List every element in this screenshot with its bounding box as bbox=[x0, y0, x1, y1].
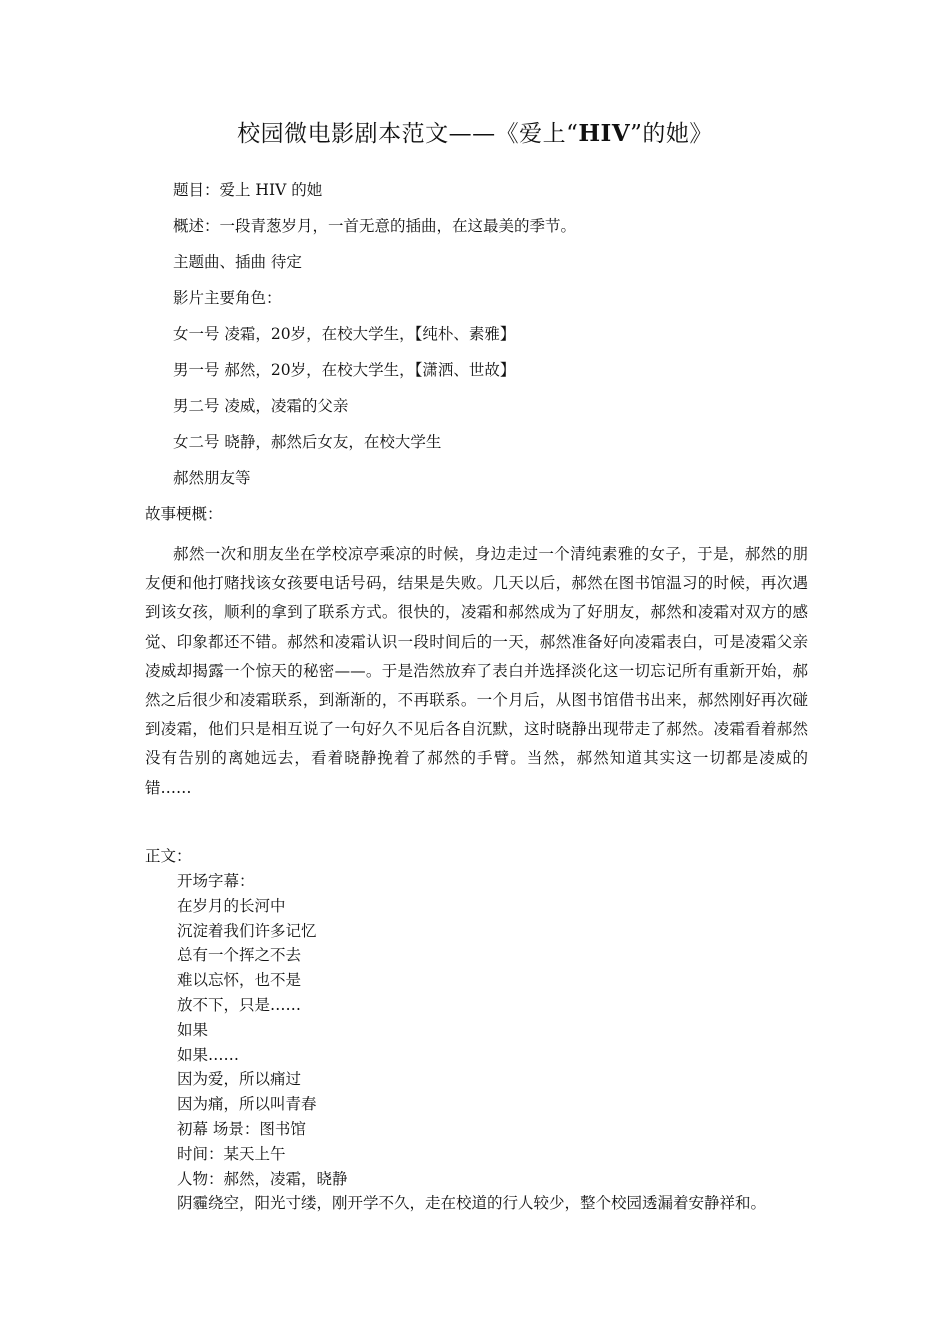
body-line: 在岁月的长河中 bbox=[177, 896, 286, 915]
role-item: 郝然朋友等 bbox=[173, 469, 251, 487]
body-line: 因为痛，所以叫青春 bbox=[177, 1095, 317, 1114]
role-item: 男二号 凌威，凌霜的父亲 bbox=[173, 397, 349, 415]
body-heading: 正文： bbox=[145, 847, 192, 865]
title-suffix: ”的她》 bbox=[630, 121, 713, 147]
body-lines bbox=[177, 869, 766, 1216]
body-line: 开场字幕： bbox=[177, 872, 255, 890]
body-line: 阴霾绕空，阳光寸缕，刚开学不久，走在校道的行人较少，整个校园透漏着安静祥和。 bbox=[177, 1194, 767, 1213]
body-line: 如果 bbox=[177, 1020, 209, 1039]
overview-line: 概述：一段青葱岁月，一首无意的插曲，在这最美的季节。 bbox=[173, 217, 577, 235]
role-item: 女一号 凌霜，20岁，在校大学生，【纯朴、素雅】 bbox=[173, 325, 516, 343]
role-item: 女二号 晓静，郝然后女友，在校大学生 bbox=[173, 433, 442, 451]
body-line: 初幕 场景：图书馆 bbox=[177, 1119, 306, 1138]
story-paragraph: 郝然一次和朋友坐在学校凉亭乘凉的时候，身边走过一个清纯素雅的女子，于是，郝然的朋友便和他打赌找该女孩要电话号码，结果是失败。几天以后，郝然在图书馆温习的时候，再次遇到该女孩，顺利的拿到了联系方式。很快的，凌霜和郝然成为了好朋友，郝然和凌霜对双方的感觉、印象都还不错。郝然和凌霜认识一段时间后的一天，郝然准备好向凌霜表白，可是凌霜父亲凌威却揭露一个惊天的秘密——。于是浩然放弃了表白并选择淡化这一切忘记所有重新开始，郝然之后很少和凌霜联系，到渐渐的，不再联系。一个月后，从图书馆借书出来，郝然刚好再次碰到凌霜，他们只是相互说了一句好久不见后各自沉默，这时晓静出现带走了郝然。凌霜看着郝然没有告别的离她远去，看着晓静挽着了郝然的手臂。当然，郝然知道其实这一切都是凌威的错…… bbox=[145, 545, 808, 797]
body-line: 因为爱，所以痛过 bbox=[177, 1070, 302, 1089]
body-line: 总有一个挥之不去 bbox=[177, 946, 302, 965]
body-line: 难以忘怀，也不是 bbox=[177, 971, 302, 990]
topic-line: 题目：爱上 HIV 的她 bbox=[173, 181, 323, 199]
body-line: 时间：某天上午 bbox=[177, 1144, 286, 1163]
body-line: 沉淀着我们许多记忆 bbox=[177, 921, 317, 940]
music-line: 主题曲、插曲 待定 bbox=[173, 253, 302, 271]
title-bold: HIV bbox=[578, 120, 631, 147]
body-line: 人物：郝然，凌霜，晓静 bbox=[177, 1169, 348, 1188]
story-heading: 故事梗概： bbox=[145, 505, 223, 523]
title-prefix: 校园微电影剧本范文——《爱上“ bbox=[237, 121, 579, 147]
roles-heading: 影片主要角色： bbox=[173, 289, 282, 307]
body-line: 放不下，只是…… bbox=[177, 995, 302, 1014]
body-line: 如果…… bbox=[177, 1045, 240, 1064]
role-item: 男一号 郝然，20岁，在校大学生，【潇洒、世故】 bbox=[173, 361, 516, 379]
document-title bbox=[0, 118, 950, 150]
